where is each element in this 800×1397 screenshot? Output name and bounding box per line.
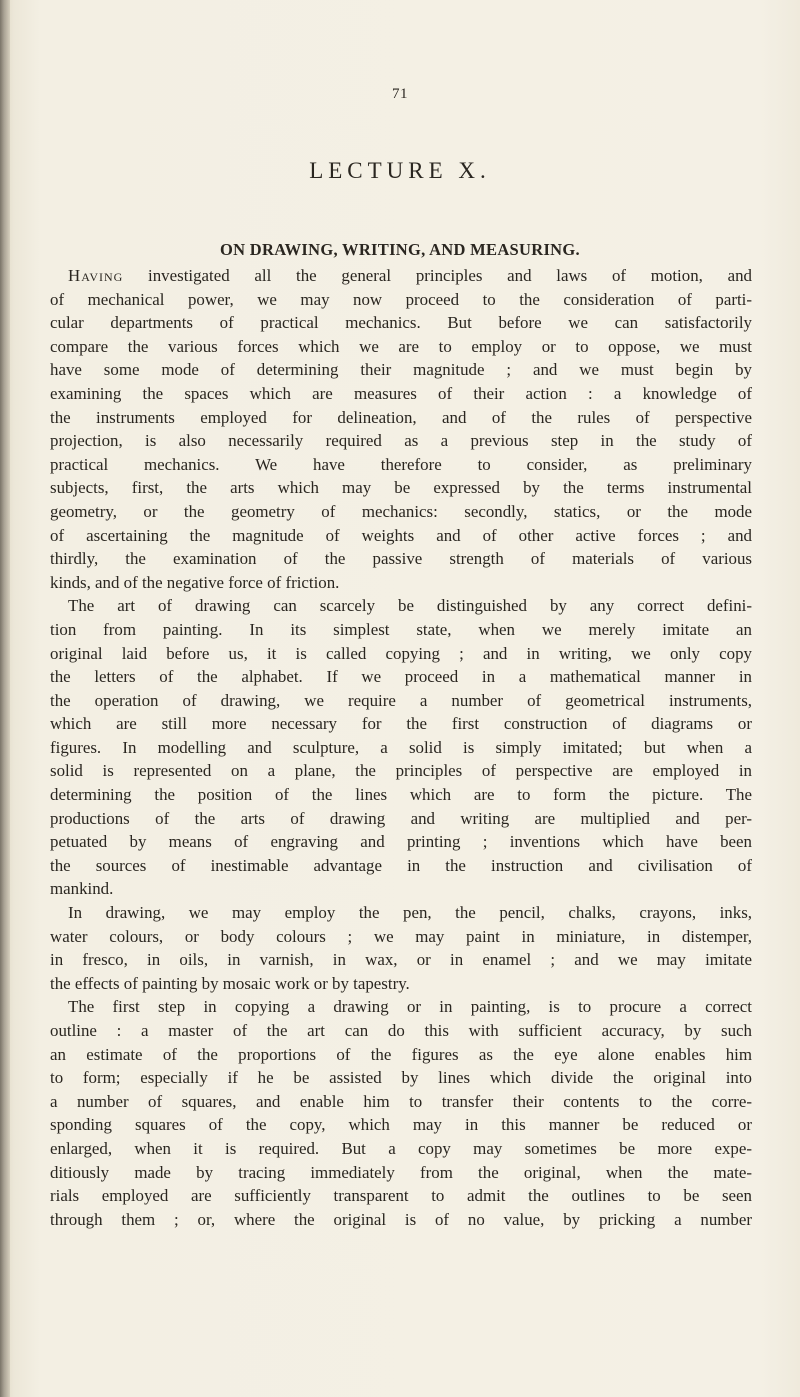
text-line: cular departments of practical mechanics. But before we can satisfactorily xyxy=(50,313,752,333)
text-line: through them ; or, where the original is of no value, by pricking a number xyxy=(50,1209,752,1229)
text-line: the operation of drawing, we require a number of geometrical instruments, xyxy=(50,690,752,710)
text-line: solid is represented on a plane, the principles of perspective are employed in xyxy=(50,761,752,781)
text-line: of mechanical power, we may now proceed to the consideration of parti- xyxy=(50,289,752,309)
text-line: The art of drawing can scarcely be distinguished by any correct defini- xyxy=(68,596,752,616)
text-line: compare the various forces which we are to employ or to oppose, we must xyxy=(50,336,752,356)
text-line: the letters of the alphabet. If we proceed in a mathematical manner in xyxy=(50,667,752,687)
page-number: 71 xyxy=(392,86,408,102)
lecture-subtitle: ON DRAWING, WRITING, AND MEASURING. xyxy=(220,240,580,259)
text-line: The first step in copying a drawing or in painting, is to procure a correct xyxy=(68,997,752,1017)
text-line: the effects of painting by mosaic work or by tapestry. xyxy=(50,973,410,993)
text-line: geometry, or the geometry of mechanics: secondly, statics, or the mode xyxy=(50,501,752,521)
text-line: figures. In modelling and sculpture, a solid is simply imitated; but when a xyxy=(50,737,752,757)
text-line: mankind. xyxy=(50,879,114,899)
text-line: have some mode of determining their magnitude ; and we must begin by xyxy=(50,360,752,380)
text-line: In drawing, we may employ the pen, the pencil, chalks, crayons, inks, xyxy=(68,903,752,923)
lecture-title: LECTURE X. xyxy=(309,158,491,183)
text-line: original laid before us, it is called copying ; and in writing, we only copy xyxy=(50,643,752,663)
text-line: to form; especially if he be assisted by lines which divide the original into xyxy=(50,1068,752,1088)
text-line: Having investigated all the general principles and laws of motion, and xyxy=(68,266,752,285)
text-line: the sources of inestimable advantage in the instruction and civilisation of xyxy=(50,855,752,875)
text-line: projection, is also necessarily required as a previous step in the study of xyxy=(50,431,752,451)
text-line: outline : a master of the art can do this with sufficient accuracy, by such xyxy=(50,1021,752,1040)
opening-word: Having xyxy=(68,266,124,285)
text-line: determining the position of the lines which are to form the picture. The xyxy=(50,785,752,805)
text-line: thirdly, the examination of the passive strength of materials of various xyxy=(50,549,752,569)
text-line: sponding squares of the copy, which may in this manner be reduced or xyxy=(50,1115,752,1135)
text-line: an estimate of the proportions of the figures as the eye alone enables him xyxy=(50,1044,752,1064)
text-line: productions of the arts of drawing and writing are multiplied and per- xyxy=(50,808,752,828)
text-line: in fresco, in oils, in varnish, in wax, or in enamel ; and we may imitate xyxy=(50,950,752,970)
text-line: kinds, and of the negative force of friction. xyxy=(50,572,340,592)
text-line: a number of squares, and enable him to transfer their contents to the corre- xyxy=(50,1091,752,1111)
text-line: petuated by means of engraving and printing ; inventions which have been xyxy=(50,832,752,852)
text-line: of ascertaining the magnitude of weights and of other active forces ; and xyxy=(50,525,752,545)
body-text xyxy=(50,264,752,1231)
text-line: the instruments employed for delineation, and of the rules of perspective xyxy=(50,407,752,427)
page-binding-edge xyxy=(0,0,10,1397)
text-line: enlarged, when it is required. But a copy may sometimes be more expe- xyxy=(50,1138,752,1158)
text-line: which are still more necessary for the first construction of diagrams or xyxy=(50,714,752,734)
text-line: water colours, or body colours ; we may paint in miniature, in distemper, xyxy=(50,926,752,946)
text-line: examining the spaces which are measures of their action : a knowledge of xyxy=(50,383,752,403)
text-line: subjects, first, the arts which may be expressed by the terms instrumental xyxy=(50,478,752,498)
text-line: rials employed are sufficiently transparent to admit the outlines to be seen xyxy=(50,1186,752,1206)
text-line: ditiously made by tracing immediately from the original, when the mate- xyxy=(50,1162,752,1182)
text-line: tion from painting. In its simplest state, when we merely imitate an xyxy=(50,619,752,639)
text-line: practical mechanics. We have therefore to consider, as preliminary xyxy=(50,454,752,474)
